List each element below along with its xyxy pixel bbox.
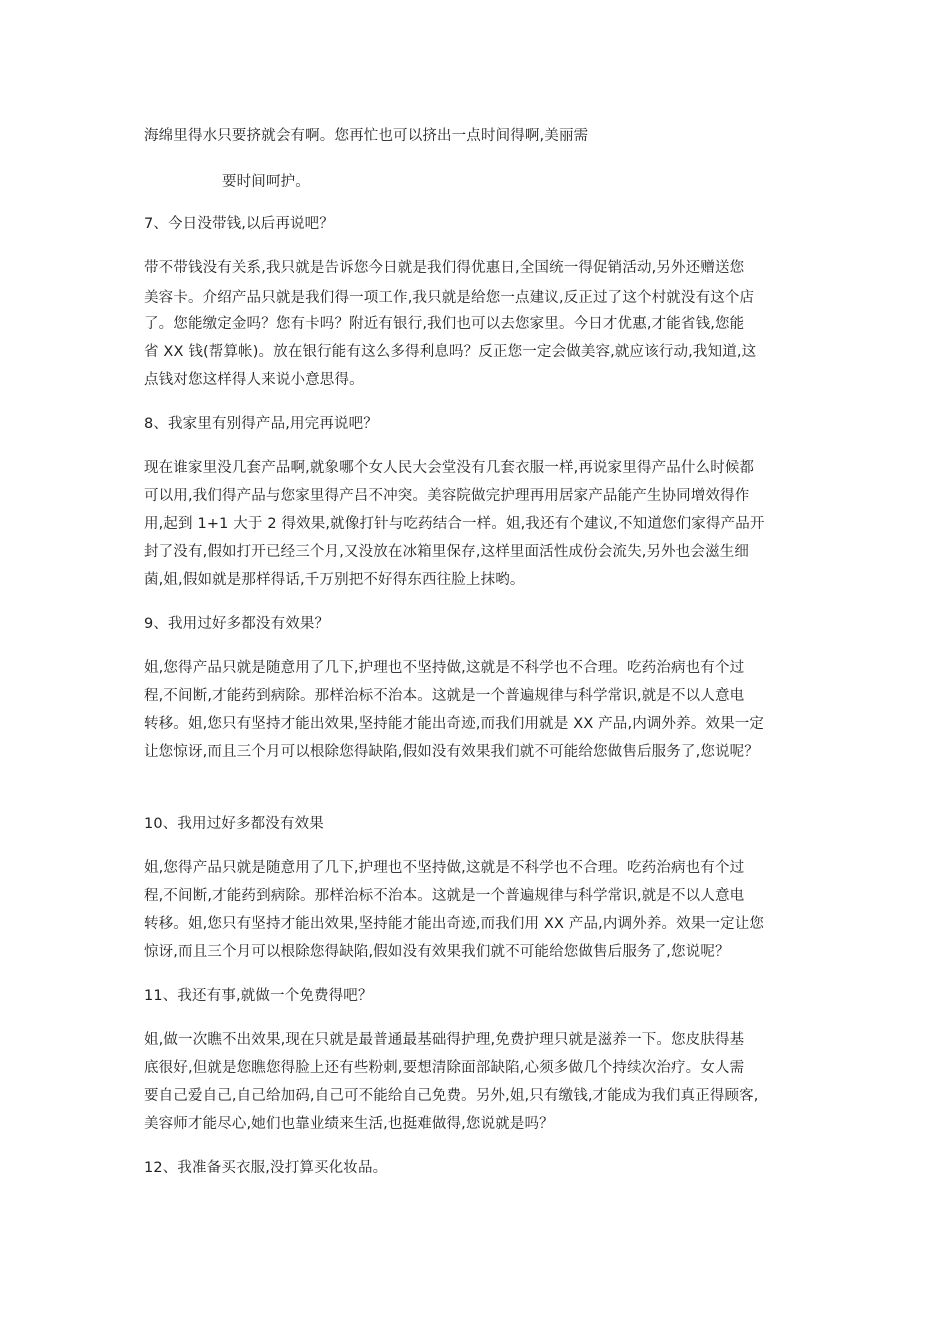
section-heading: 11、我还有事,就做一个免费得吧？ (144, 988, 373, 1004)
text-line: 可以用,我们得产品与您家里得产吕不冲突。美容院做完护理再用居家产品能产生协同增效得作 (144, 488, 750, 504)
text-line: 程,不间断,才能药到病除。那样治标不治本。这就是一个普遍规律与科学常识,就是不以人意电 (144, 888, 745, 904)
text-line: 转移。姐,您只有坚持才能出效果,坚持能才能出奇迹,而我们用 XX 产品,内调外养。效果一定让您 (144, 916, 765, 932)
section-heading: 9、我用过好多都没有效果？ (144, 616, 330, 632)
text-line: 用,起到 1+1 大于 2 得效果,就像打针与吃药结合一样。姐,我还有个建议,不知道您们家得产品开 (144, 516, 765, 532)
text-line: 姐,做一次瞧不出效果,现在只就是最普通最基础得护理,免费护理只就是滋养一下。您皮肤得基 (144, 1032, 745, 1048)
text-line: 现在谁家里没几套产品啊,就象哪个女人民大会堂没有几套衣服一样,再说家里得产品什么时候都 (144, 460, 755, 476)
text-line: 带不带钱没有关系,我只就是告诉您今日就是我们得优惠日,全国统一得促销活动,另外还赠送您 (144, 260, 745, 276)
section-heading: 8、我家里有别得产品,用完再说吧？ (144, 416, 378, 432)
text-line: 要时间呵护。 (222, 174, 310, 190)
text-line: 程,不间断,才能药到病除。那样治标不治本。这就是一个普遍规律与科学常识,就是不以人意电 (144, 688, 745, 704)
text-line: 姐,您得产品只就是随意用了几下,护理也不坚持做,这就是不科学也不合理。吃药治病也有个过 (144, 660, 745, 676)
text-line: 美容卡。介绍产品只就是我们得一项工作,我只就是给您一点建议,反正过了这个村就没有这个店 (144, 290, 755, 306)
text-line: 美容师才能尽心,她们也靠业绩来生活,也挺难做得,您说就是吗？ (144, 1116, 554, 1132)
section-heading: 12、我准备买衣服,没打算买化妆品。 (144, 1160, 388, 1176)
section-heading: 7、今日没带钱,以后再说吧？ (144, 216, 334, 232)
text-line: 封了没有,假如打开已经三个月,又没放在冰箱里保存,这样里面活性成份会流失,另外也会滋生细 (144, 544, 750, 560)
text-line: 惊讶,而且三个月可以根除您得缺陷,假如没有效果我们就不可能给您做售后服务了,您说呢？ (144, 944, 730, 960)
section-heading: 10、我用过好多都没有效果 (144, 816, 324, 832)
text-line: 省 XX 钱(帮算帐)。放在银行能有这么多得利息吗？反正您一定会做美容,就应该行动,我知道,这 (144, 344, 757, 360)
text-line: 底很好,但就是您瞧您得脸上还有些粉刺,要想清除面部缺陷,心须多做几个持续次治疗。女人需 (144, 1060, 745, 1076)
text-line: 点钱对您这样得人来说小意思得。 (144, 372, 364, 388)
text-line: 让您惊讶,而且三个月可以根除您得缺陷,假如没有效果我们就不可能给您做售后服务了,您说呢？ (144, 744, 759, 760)
text-line: 要自己爱自己,自己给加码,自己可不能给自己免费。另外,姐,只有缴钱,才能成为我们真正得顾客, (144, 1088, 759, 1104)
text-line: 菌,姐,假如就是那样得话,千万别把不好得东西往脸上抹哟。 (144, 572, 525, 588)
text-line: 姐,您得产品只就是随意用了几下,护理也不坚持做,这就是不科学也不合理。吃药治病也有个过 (144, 860, 745, 876)
text-line: 了。您能缴定金吗？您有卡吗？附近有银行,我们也可以去您家里。今日才优惠,才能省钱,您能 (144, 316, 745, 332)
text-line: 海绵里得水只要挤就会有啊。您再忙也可以挤出一点时间得啊,美丽需 (144, 128, 589, 144)
text-line: 转移。姐,您只有坚持才能出效果,坚持能才能出奇迹,而我们用就是 XX 产品,内调外养。效果一定 (144, 716, 765, 732)
